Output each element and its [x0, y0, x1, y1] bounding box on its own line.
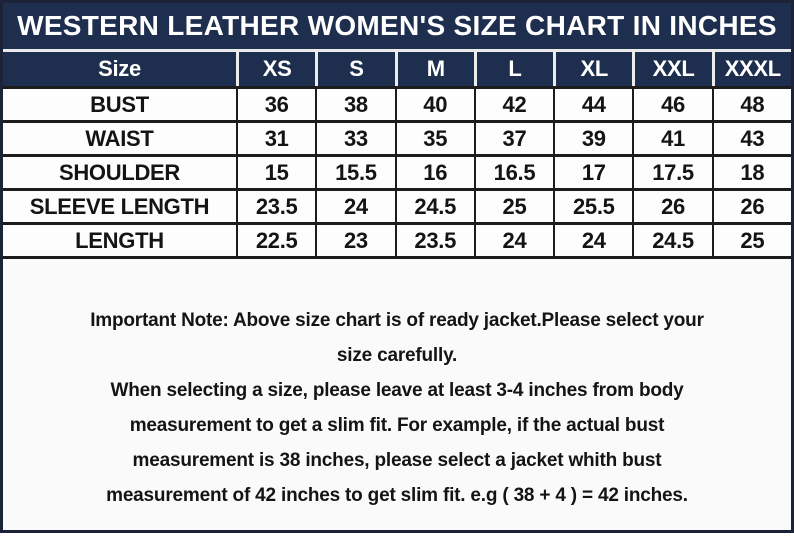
- chart-title: WESTERN LEATHER WOMEN'S SIZE CHART IN INCHES: [3, 3, 791, 52]
- size-cell: 24.5: [632, 225, 711, 256]
- table-row-sleeve-length: [3, 188, 791, 222]
- important-note: [3, 259, 791, 530]
- size-cell: 37: [474, 123, 553, 154]
- size-cell: 24: [474, 225, 553, 256]
- size-cell: 23: [315, 225, 394, 256]
- note-line: size carefully.: [336, 345, 458, 366]
- size-cell: 23.5: [236, 191, 315, 222]
- size-cell: 15.5: [315, 157, 394, 188]
- size-cell: 24.5: [395, 191, 474, 222]
- size-cell: 40: [395, 89, 474, 120]
- header-size-xxxl: XXXL: [712, 52, 791, 86]
- header-size-label: Size: [98, 56, 141, 81]
- size-cell: 25: [712, 225, 791, 256]
- size-cell: 48: [712, 89, 791, 120]
- table-row-shoulder: [3, 154, 791, 188]
- row-label: SLEEVE LENGTH: [29, 193, 210, 219]
- note-line: measurement to get a slim fit. For example, if the actual bust: [129, 415, 665, 436]
- size-cell: 17: [553, 157, 632, 188]
- table-row-bust: [3, 86, 791, 120]
- header-size-l: L: [474, 52, 553, 86]
- size-cell: 43: [712, 123, 791, 154]
- size-cell: 25: [474, 191, 553, 222]
- row-label: SHOULDER: [58, 159, 181, 185]
- note-line: measurement is 38 inches, please select a jacket whith bust: [132, 450, 662, 471]
- size-cell: 23.5: [395, 225, 474, 256]
- table-row-length: [3, 222, 791, 256]
- size-cell: 17.5: [632, 157, 711, 188]
- note-line: measurement of 42 inches to get slim fit. e.g ( 38 + 4 ) = 42 inches.: [106, 485, 688, 506]
- row-label: LENGTH: [75, 227, 164, 253]
- size-cell: 38: [315, 89, 394, 120]
- size-cell: 42: [474, 89, 553, 120]
- note-line: When selecting a size, please leave at least 3-4 inches from body: [110, 380, 684, 401]
- size-cell: 16: [395, 157, 474, 188]
- size-cell: 33: [315, 123, 394, 154]
- note-line: Important Note: Above size chart is of ready jacket.Please select your: [90, 310, 704, 331]
- size-cell: 26: [632, 191, 711, 222]
- size-cell: 36: [236, 89, 315, 120]
- size-cell: 18: [712, 157, 791, 188]
- size-cell: 24: [315, 191, 394, 222]
- size-cell: 16.5: [474, 157, 553, 188]
- size-cell: 39: [553, 123, 632, 154]
- row-label: WAIST: [85, 125, 154, 151]
- header-size-s: S: [315, 52, 394, 86]
- header-size-xxl: XXL: [632, 52, 711, 86]
- size-cell: 35: [395, 123, 474, 154]
- size-cell: 25.5: [553, 191, 632, 222]
- size-cell: 24: [553, 225, 632, 256]
- table-row-waist: [3, 120, 791, 154]
- size-cell: 15: [236, 157, 315, 188]
- header-size-m: M: [395, 52, 474, 86]
- row-label: BUST: [90, 91, 149, 117]
- size-cell: 26: [712, 191, 791, 222]
- size-cell: 44: [553, 89, 632, 120]
- size-cell: 22.5: [236, 225, 315, 256]
- size-table: [3, 52, 791, 259]
- size-cell: 31: [236, 123, 315, 154]
- size-cell: 41: [632, 123, 711, 154]
- header-size-xs: XS: [236, 52, 315, 86]
- table-header-row: [3, 52, 791, 86]
- size-cell: 46: [632, 89, 711, 120]
- header-size-xl: XL: [553, 52, 632, 86]
